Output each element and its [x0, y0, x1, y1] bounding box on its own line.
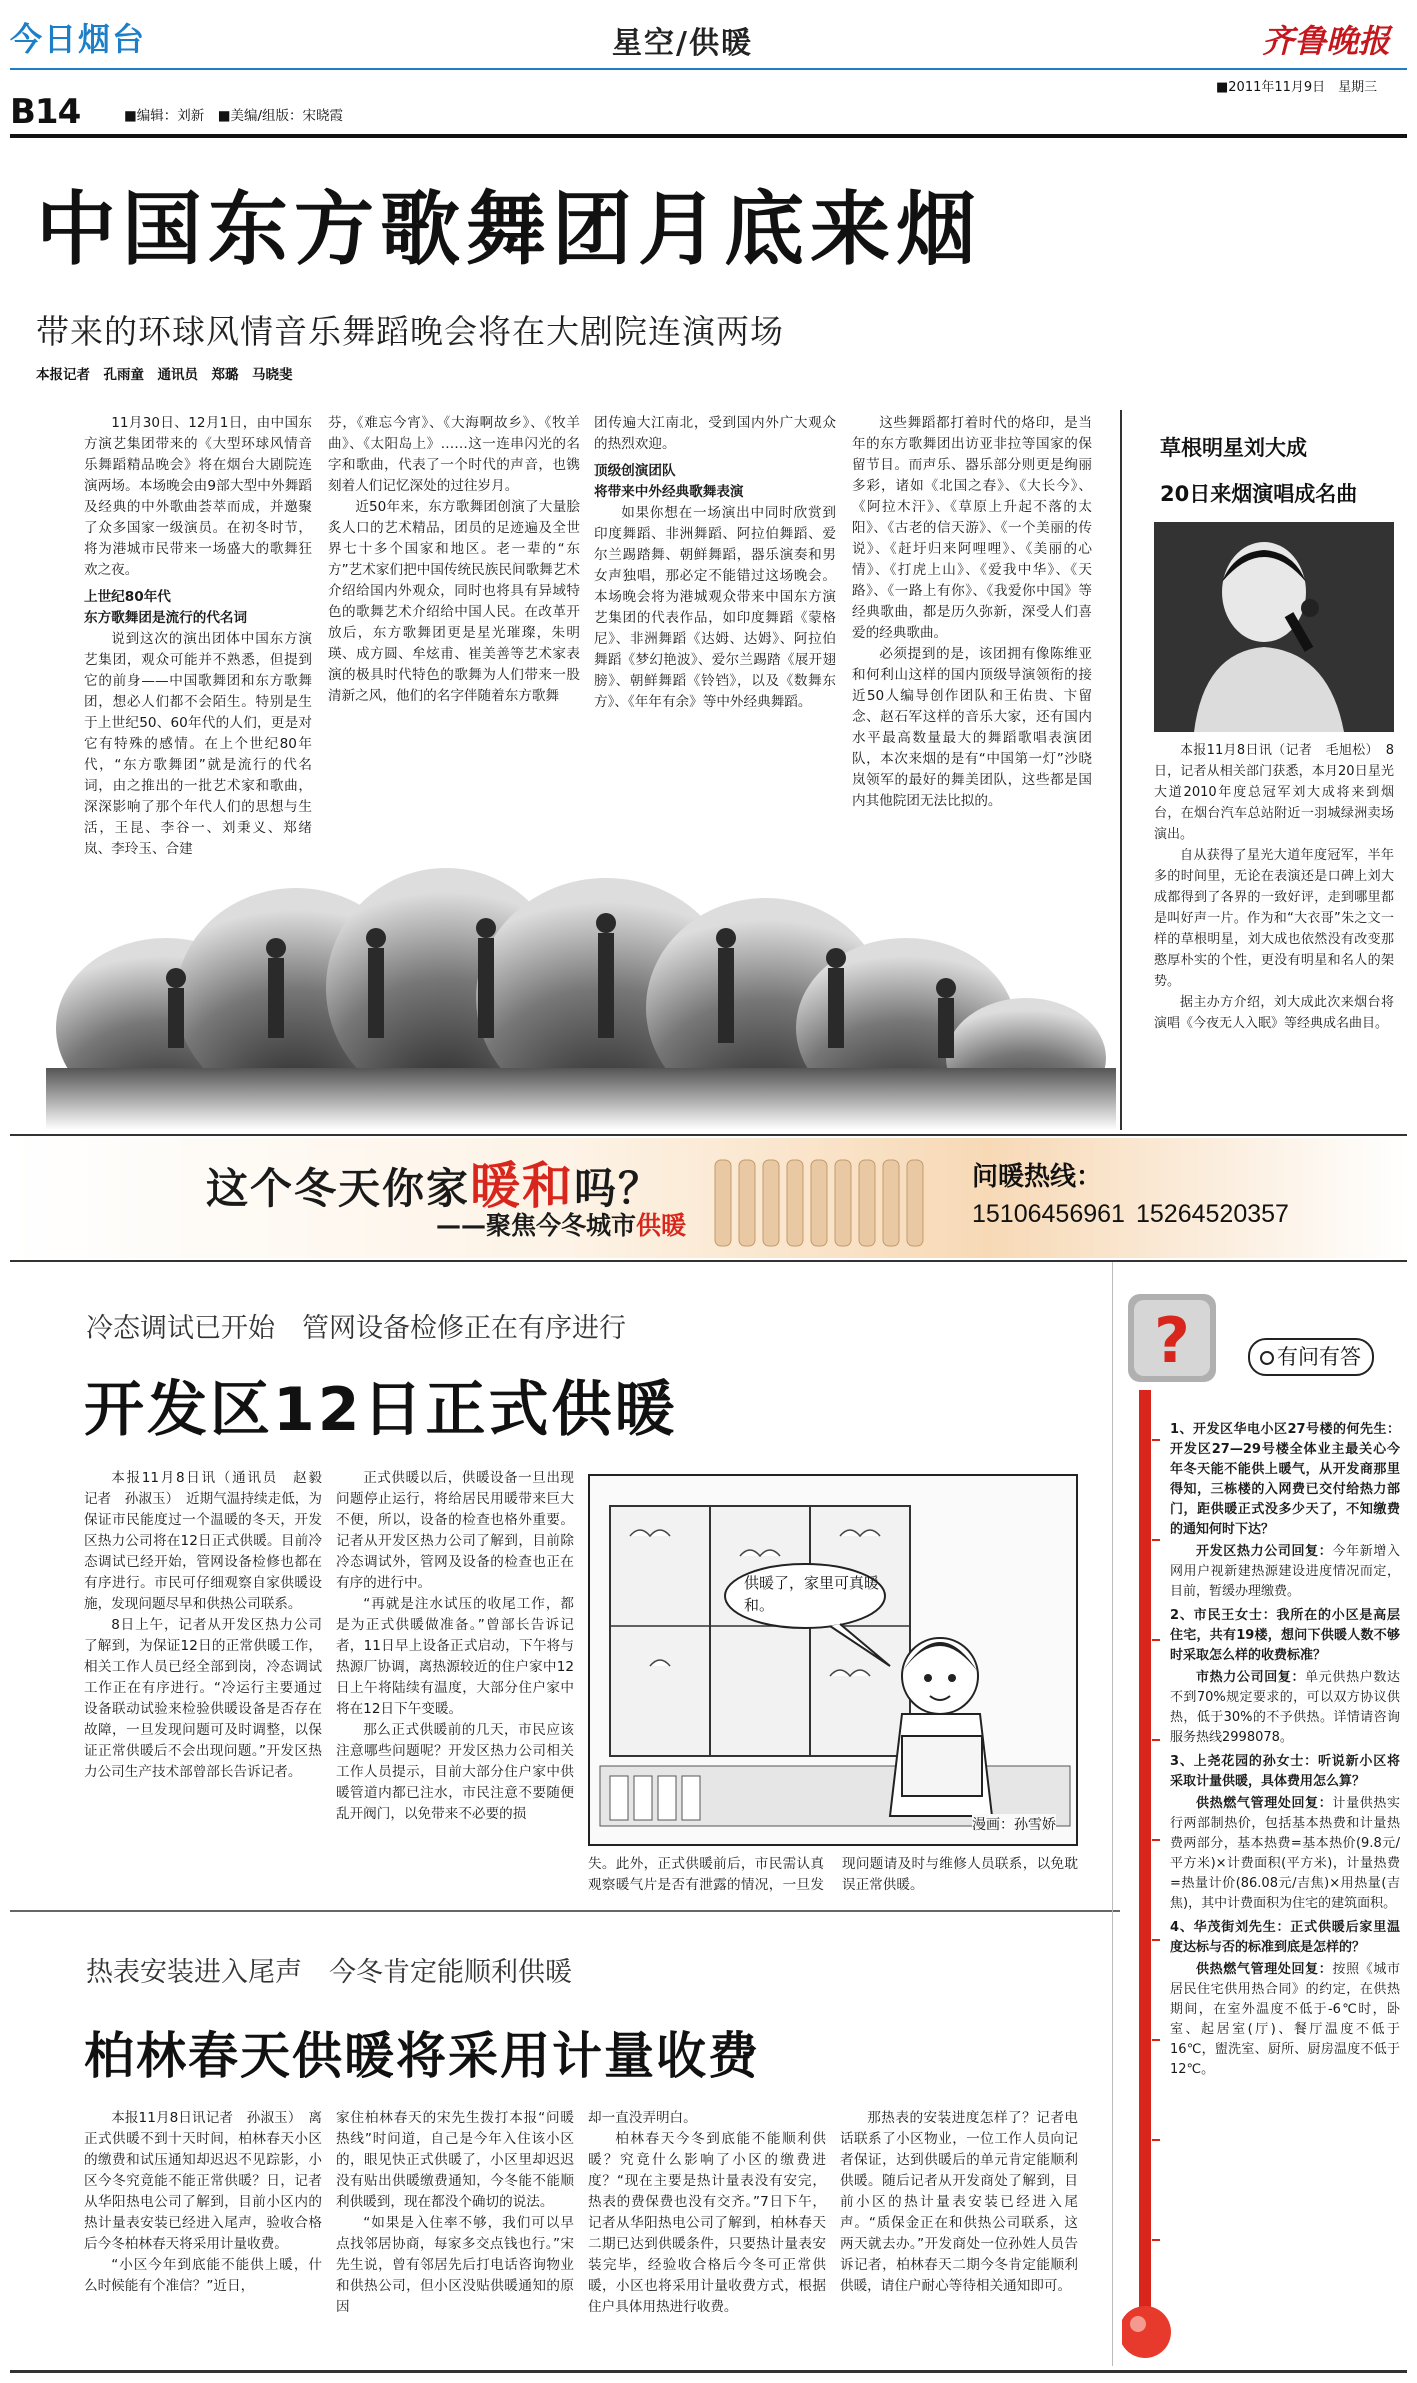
qa-answer-2: 单元供热户数达不到70%规定要求的，可以双方协议供热，低于30%的不予供热。详情请咨询服务热线2998078。 [1170, 1670, 1400, 1745]
cartoon-speech: 供暖了，家里可真暖和。 [744, 1574, 880, 1614]
qa-list: 1、开发区华电小区27号楼的何先生：开发区27—29号楼全体业主最关心今年冬天能不能供上暖气，从开发商那里得知，三栋楼的入网费已交付给热力部门，距供暖正式没多少天了，不知缴费的通知何时下达？ 开发区热力公司回复：今年新增入网用户视新建热源建设进度情况而定，目前，暂缓办理缴费。 2、市民王女士：我所在的小区是高层住宅，共有19楼，想问下供暖人数不够时采取怎么样的收费标准？ 市热力公司回复：单元供热户数达不到70%规定要求的，可以双方协议供热，低于30%的不予供热。详情请咨询服务热线2998078。 3、上尧花园的孙女士：听说新小区将采取计量供暖，具体费用怎么算？ 供热燃气管理处回复：计量供热实行两部制热价，包括基本热费和计量热费两部分，基本热费=基本热价(9.8元/平方米)×计费面积(平方米)，计量热费=热量计价(86.08元/吉焦)×用热量(吉焦)，其中计费面积为住宅的建筑面积。 4、华茂街刘先生：正式供暖后家里温度达标与否的标准到底是怎样的？ 供热燃气管理处回复：按照《城市居民住宅供用热合同》的约定，在供热期间，在室外温度不低于-6℃时，卧室、起居室(厅)、餐厅温度不低于16℃，盥洗室、厨所、厨房温度不低于12℃。 [1170, 1422, 1400, 2077]
hotline-label: 问暖热线： [972, 1162, 1103, 1192]
qa-title: 有问有答 [1248, 1338, 1374, 1376]
sidebar-text: 本报11月8日讯（记者 毛旭松） 8日，记者从相关部门获悉，本月20日星光大道2010年度总冠军刘大成将来到烟台，在烟台汽车总站附近一羽城绿洲卖场演出。 自从获得了星光大道年度冠军，半年多的时间里，无论在表演还是口碑上刘大成都得到了各界的一致好评，走到哪里都是叫好声一片。作为和“大衣哥”朱之文一样的草根明星，刘大成也依然没有改变那憨厚朴实的个性，更没有明星和名人的架势。 据主办方介绍，刘大成此次来烟台将演唱《今夜无人入眠》等经典成名曲目。 [1154, 743, 1394, 1031]
singer-photo [1154, 522, 1394, 732]
article-column-4: 那热表的安装进度怎样了？记者电话联系了小区物业，一位工作人员向记者保证，达到供暖后的单元肯定能顺利供暖。随后记者从开发商处了解到，目前小区的热计量表安装已经进入尾声。“质保金正在和供热公司联系，这两天就去办。”开发商处一位孙姓人员告诉记者，柏林春天二期今冬肯定能顺利供暖，请住户耐心等待相关通知即可。 [840, 2110, 1078, 2294]
article-column-1: 本报11月8日讯（通讯员 赵毅 记者 孙淑玉） 近期气温持续走低，为保证市民能度过一个温暖的冬天，开发区热力公司将在12日正式供暖。目前冷态调试已经开始，管网设备检修也都在有序进行。市民可仔细观察自家供暖设施，发现问题尽早和供热公司联系。 8日上午，记者从开发区热力公司了解到，为保证12日的正常供暖工作，相关工作人员已经全部到岗，冷态调试工作正在有序进行。“冷运行主要通过设备联动试验来检验供暖设备是否存在故障，一旦发现问题可及时调整，以保证正常供暖后不会出现问题。”开发区热力公司生产技术部曾部长告诉记者。 [84, 1470, 336, 1780]
subheadline: 带来的环球风情音乐舞蹈晚会将在大剧院连演两场 [36, 312, 784, 351]
paper-logo: 齐鲁晚报 [1262, 22, 1391, 60]
issue-date: ■2011年11月9日 星期三 [1216, 80, 1378, 95]
headline: 中国东方歌舞团月底来烟 [36, 183, 982, 276]
headline: 柏林春天供暖将采用计量收费 [84, 2027, 760, 2085]
svg-text:?: ? [1154, 1304, 1190, 1377]
cartoon-credit: 漫画：孙雪娇 [972, 1814, 1056, 1834]
sidebar-title-2: 20日来烟演唱成名曲 [1160, 482, 1358, 506]
dance-photo [46, 828, 1116, 1130]
cartoon-caption-text: 失。此外，正式供暖前后，市民需认真观察暖气片是否有泄露的情况，一旦发现问题请及时与维修人员联系，以免耽误正常供暖。 [588, 1856, 1078, 1893]
headline: 开发区12日正式供暖 [84, 1375, 678, 1445]
qa-question-1: 1、开发区华电小区27号楼的何先生：开发区27—29号楼全体业主最关心今年冬天能不能供上暖气，从开发商那里得知，三栋楼的入网费已交付给热力部门，距供暖正式没多少天了，不知缴费的通知何时下达？ [1170, 1422, 1400, 1537]
heating-banner [10, 1138, 1407, 1258]
byline: 本报记者 孔雨童 通讯员 郑璐 马晓斐 [36, 367, 293, 383]
page-number: B14 [10, 92, 81, 132]
qa-question-3: 3、上尧花园的孙女士：听说新小区将采取计量供暖，具体费用怎么算？ [1170, 1754, 1400, 1789]
sidebar-title-1: 草根明星刘大成 [1160, 436, 1307, 460]
kicker: 热表安装进入尾声 今冬肯定能顺利供暖 [86, 1957, 572, 1988]
qa-answer-3: 计量供热实行两部制热价，包括基本热费和计量热费两部分，基本热费=基本热价(9.8元/平方米)×计费面积(平方米)，计量热费=热量计价(86.08元/吉焦)×用热量(吉焦)，其中计费面积为住宅的建筑面积。 [1170, 1796, 1400, 1911]
article-column-2: 正式供暖以后，供暖设备一旦出现问题停止运行，将给居民用暖带来巨大不便，所以，设备的检查也格外重要。记者从开发区热力公司了解到，目前除冷态调试外，管网及设备的检查也正在有序的进行中。 “再就是注水试压的收尾工作，都是为正式供暖做准备。”曾部长告诉记者，11日早上设备正式启动，下午将与热源厂协调，离热源较近的住户家中12日上午将陆续有温度，大部分住户家中将在12日下午变暖。 那么正式供暖前的几天，市民应该注意哪些问题呢？开发区热力公司相关工作人员提示，目前大部分住户家中供暖管道内都已注水，市民注意不要随便乱开阀门，以免带来不必要的损 [336, 1470, 574, 1822]
hotline-phone-1[interactable]: 15106456961 [972, 1200, 1125, 1228]
article-column-3: 团传遍大江南北，受到国内外广大观众的热烈欢迎。 顶级创演团队 将带来中外经典歌舞表演 如果你想在一场演出中同时欣赏到印度舞蹈、非洲舞蹈、阿拉伯舞蹈、爱尔兰踢踏舞、朝鲜舞蹈，器乐演奏和男女声独唱，那必定不能错过这场晚会。本场晚会将为港城观众带来中国东方演艺集团的代表作品，如印度舞蹈《蒙格尼》、非洲舞蹈《达姆、达姆》、阿拉伯舞蹈《梦幻艳波》、爱尔兰踢踏《展开翅膀》、朝鲜舞蹈《铃铛》，以及《数舞东方》、《年年有余》等中外经典舞蹈。 [594, 415, 836, 710]
kicker: 冷态调试已开始 管网设备检修正在有序进行 [86, 1313, 626, 1344]
article-column-3: 却一直没弄明白。 柏林春天今冬到底能不能顺利供暖？究竟什么影响了小区的缴费进度？“现在主要是热计量表没有安完，热表的费保费也没有交齐。”7日下午，记者从华阳热电公司了解到，柏林春天二期已达到供暖条件，只要热计量表安装完毕，经验收合格后今冬可正常供暖，小区也将采用计量收费方式，根据住户具体用热进行收费。 [588, 2110, 826, 2315]
article-column-4: 这些舞蹈都打着时代的烙印，是当年的东方歌舞团出访亚非拉等国家的保留节目。而声乐、器乐部分则更是绚丽多彩，诸如《北国之春》、《大长今》、《阿拉木汗》、《草原上升起不落的太阳》、《古老的信天游》、《一个美丽的传说》、《赶圩归来阿哩哩》、《美丽的心情》、《打虎上山》、《爱我中华》、《天路》、《一路上有你》、《我爱你中国》等经典歌曲，都是历久弥新，深受人们喜爱的经典歌曲。 必须提到的是，该团拥有像陈维亚和何利山这样的国内顶级导演领衔的接近50人编导创作团队和王佑贵、卞留念、赵石军这样的音乐大家，还有国内水平最高数量最大的舞蹈歌唱表演团队，本次来烟的是有“中国第一灯”沙晓岚领军的最好的舞美团队，这些都是国内其他院团无法比拟的。 [852, 415, 1092, 809]
editor-credit: ■编辑：刘新 ■美编/组版：宋晓霞 [124, 108, 344, 124]
qa-question-2: 2、市民王女士：我所在的小区是高层住宅，共有19楼，想问下供暖人数不够时采取怎么样的收费标准？ [1170, 1608, 1400, 1663]
article-column-2: 芬，《难忘今宵》、《大海啊故乡》、《牧羊曲》、《太阳岛上》……这一连串闪光的名字和歌曲，代表了一个时代的声音，也镌刻着人们记忆深处的过往岁月。 近50年来，东方歌舞团创演了大量脍炙人口的艺术精品，团员的足迹遍及全世界七十多个国家和地区。老一辈的“东方”艺术家们把中国传统民族民间歌舞艺术介绍给国内外观众，同时也将具有异域特色的歌舞艺术介绍给中国人民。在改革开放后，东方歌舞团更是星光璀璨，朱明瑛、成方圆、牟炫甫、崔美善等艺术家表演的极具时代特色的歌舞为人们带来一股清新之风，他们的名字伴随着东方歌舞 [328, 415, 580, 704]
article-column-1: 11月30日、12月1日，由中国东方演艺集团带来的《大型环球风情音乐舞蹈精品晚会》将在烟台大剧院连演两场。本场晚会由9部大型中外舞蹈及经典的中外歌曲荟萃而成，并邀聚了众多国家一级演员。在初冬时节，将为港城市民带来一场盛大的歌舞狂欢之夜。 上世纪80年代 东方歌舞团是流行的代名词 说到这次的演出团体中国东方演艺集团，观众可能并不熟悉，但提到它的前身——中国歌舞团和东方歌舞团，想必人们都不会陌生。特别是生于上世纪50、60年代的人们，更是对它有特殊的感情。在上个世纪80年代，“东方歌舞团”就是流行的代名词，由之推出的一批艺术家和歌曲，深深影响了那个年代人们的思想与生活，王昆、李谷一、刘秉义、郑绪岚、李玲玉、合建 [84, 415, 312, 857]
qa-answer-1: 今年新增入网用户视新建热源建设进度情况而定，目前，暂缓办理缴费。 [1170, 1544, 1400, 1599]
qa-question-4: 4、华茂街刘先生：正式供暖后家里温度达标与否的标准到底是怎样的？ [1170, 1920, 1400, 1955]
question-mark-icon [1124, 1290, 1220, 1386]
chat-bubble-icon [1260, 1351, 1274, 1365]
hotline-phone-2[interactable]: 15264520357 [1136, 1200, 1289, 1228]
article-column-1: 本报11月8日讯记者 孙淑玉） 离正式供暖不到十天时间，柏林春天小区的缴费和试压通知却迟迟不见踪影，小区今冬究竟能不能正常供暖？日，记者从华阳热电公司了解到，目前小区内的热计量表安装已经进入尾声，验收合格后今冬柏林春天将采用计量收费。 “小区今年到底能不能供上暖，什么时候能有个准信？”近日， [84, 2110, 322, 2294]
radiator-icon [710, 1152, 930, 1252]
cartoon [588, 1474, 1078, 1846]
banner-question: 这个冬天你家暖和吗？ [206, 1157, 663, 1215]
channel-name: 星空/供暖 [612, 26, 753, 61]
banner-tagline: ——聚焦今冬城市供暖 [436, 1211, 687, 1240]
thermometer-icon [1122, 1380, 1172, 2380]
section-name: 今日烟台 [10, 20, 147, 58]
qa-answer-4: 按照《城市居民住宅供用热合同》的约定，在供热期间，在室外温度不低于-6℃时，卧室、起居室(厅)、餐厅温度不低于16℃，盥洗室、厨所、厨房温度不低于12℃。 [1170, 1962, 1400, 2077]
article-column-2: 家住柏林春天的宋先生拨打本报“问暖热线”时问道，自己是今年入住该小区的，眼见快正式供暖了，小区里却迟迟没有贴出供暖缴费通知，今冬能不能顺利供暖到，现在都没个确切的说法。 “如果是入住率不够，我们可以早点找邻居协商，每家多交点钱也行。”宋先生说，曾有邻居先后打电话咨询物业和供热公司，但小区没贴供暖通知的原因 [336, 2110, 574, 2315]
